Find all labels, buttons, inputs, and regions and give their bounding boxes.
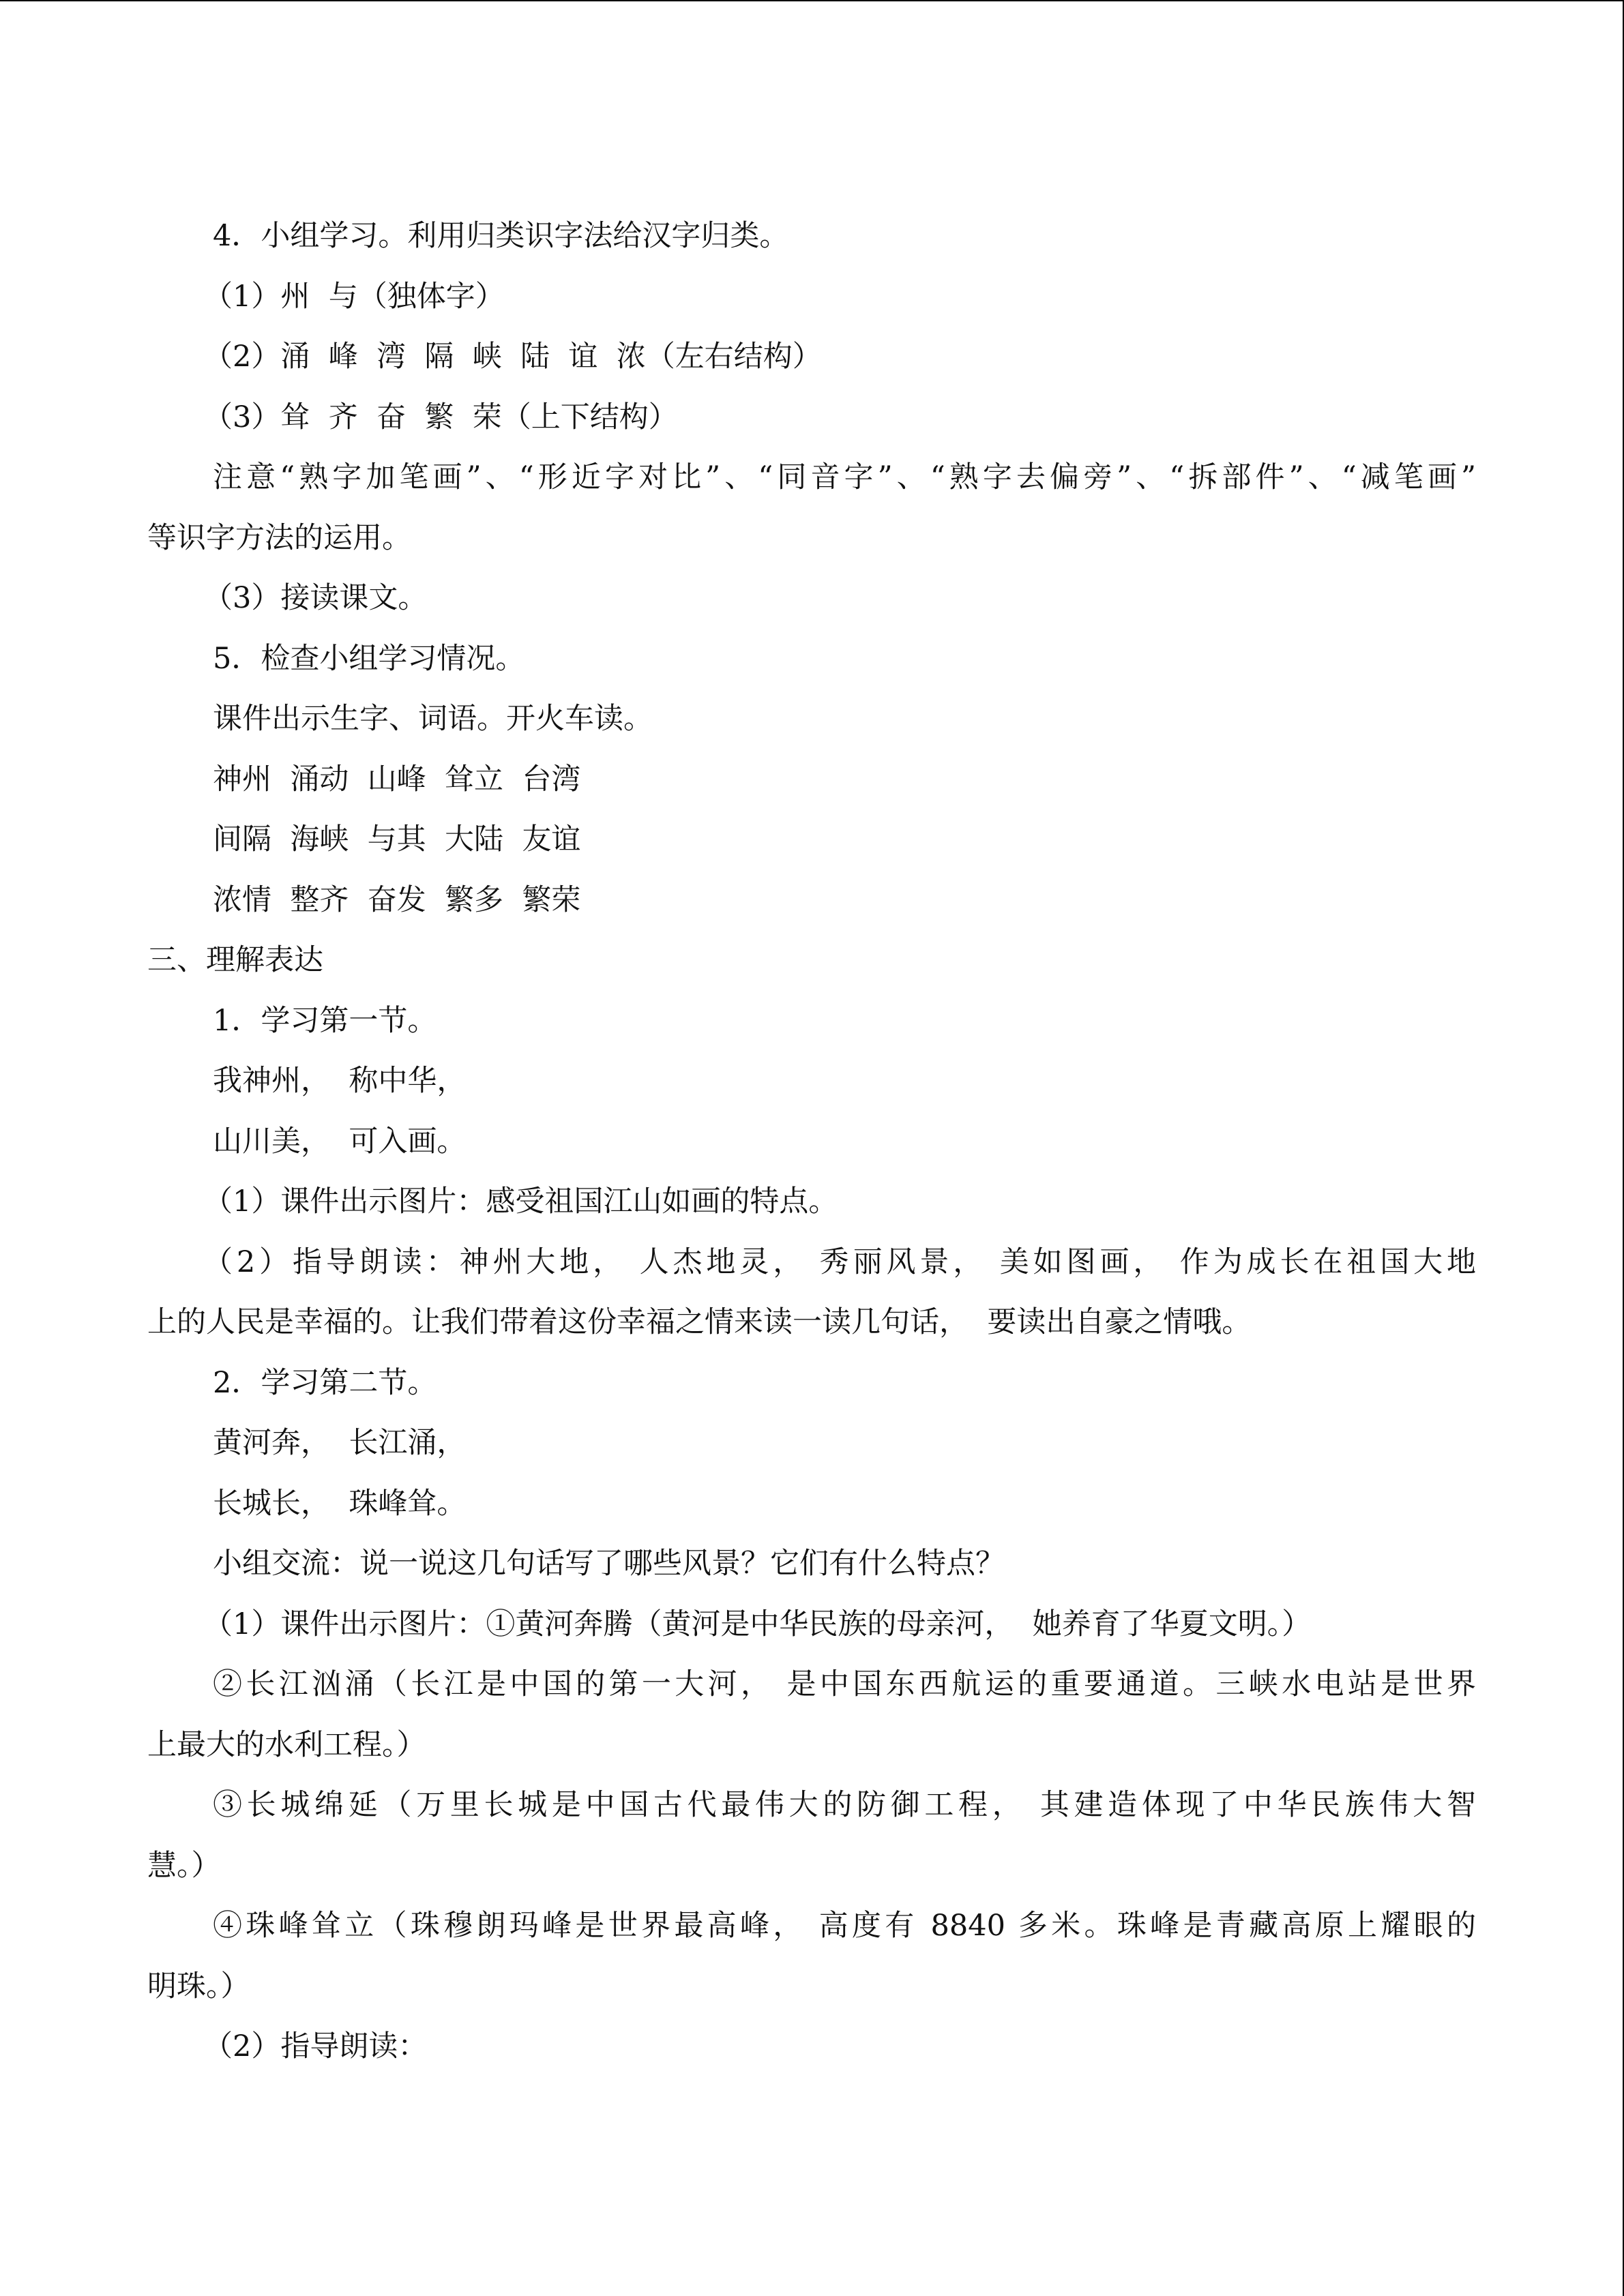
verse-line-3: 黄河奔， 长江涌， bbox=[213, 1426, 467, 1460]
scenery-everest-line-2: 明珠。） bbox=[147, 1969, 250, 2003]
sub-item-show-pictures: （1）课件出示图片：感受祖国江山如画的特点。 bbox=[203, 1184, 838, 1219]
sub-item-reading-guide: （2）指导朗读： bbox=[203, 2029, 428, 2063]
item-4-heading: 4．小组学习。利用归类识字法给汉字归类。 bbox=[213, 219, 789, 253]
group-discussion: 小组交流：说一说这几句话写了哪些风景？它们有什么特点？ bbox=[213, 1547, 1005, 1581]
scenery-yangtze-line-2: 上最大的水利工程。） bbox=[147, 1727, 426, 1762]
note-paragraph-line-2: 等识字方法的运用。 bbox=[147, 520, 411, 555]
scenery-great-wall-line-2: 慧。） bbox=[147, 1848, 221, 1883]
sub-item-3: （3）耸 齐 奋 繁 荣（上下结构） bbox=[203, 400, 678, 434]
word-row-1: 神州 涌动 山峰 耸立 台湾 bbox=[213, 762, 581, 796]
courseware-instruction: 课件出示生字、词语。开火车读。 bbox=[213, 702, 653, 736]
item-2-heading: 2．学习第二节。 bbox=[213, 1365, 437, 1400]
note-paragraph-line-1: 注意“熟字加笔画”、“形近字对比”、“同音字”、“熟字去偏旁”、“拆部件”、“减笔画” bbox=[213, 460, 1476, 494]
word-row-2: 间隔 海峡 与其 大陆 友谊 bbox=[213, 822, 581, 856]
document-body bbox=[147, 206, 1476, 2077]
sub-item-2: （2）涌 峰 湾 隔 峡 陆 谊 浓（左右结构） bbox=[203, 340, 822, 374]
word-row-3: 浓情 整齐 奋发 繁多 繁荣 bbox=[213, 882, 581, 917]
verse-line-1: 我神州， 称中华， bbox=[213, 1064, 467, 1098]
reading-guide-line-2: 上的人民是幸福的。让我们带着这份幸福之情来读一读几句话， 要读出自豪之情哦。 bbox=[147, 1305, 1252, 1339]
item-5-heading: 5．检查小组学习情况。 bbox=[213, 641, 525, 676]
scenery-everest-line-1: ④珠峰耸立（珠穆朗玛峰是世界最高峰， 高度有 8840 多米。珠峰是青藏高原上耀眼的 bbox=[213, 1909, 1476, 1943]
scenery-great-wall-line-1: ③长城绵延（万里长城是中国古代最伟大的防御工程， 其建造体现了中华民族伟大智 bbox=[213, 1788, 1476, 1822]
scenery-yangtze-line-1: ②长江汹涌（长江是中国的第一大河， 是中国东西航运的重要通道。三峡水电站是世界 bbox=[213, 1667, 1476, 1701]
reading-guide-line-1: （2）指导朗读：神州大地， 人杰地灵， 秀丽风景， 美如图画， 作为成长在祖国大地 bbox=[203, 1244, 1476, 1279]
scenery-yellow-river: （1）课件出示图片：①黄河奔腾（黄河是中华民族的母亲河， 她养育了华夏文明。） bbox=[203, 1607, 1312, 1641]
sub-item-read-aloud: （3）接读课文。 bbox=[203, 581, 428, 615]
section-3-heading: 三、理解表达 bbox=[147, 943, 323, 977]
item-1-heading: 1．学习第一节。 bbox=[213, 1003, 437, 1038]
verse-line-4: 长城长， 珠峰耸。 bbox=[213, 1486, 467, 1521]
verse-line-2: 山川美， 可入画。 bbox=[213, 1124, 467, 1159]
sub-item-1: （1）州 与（独体字） bbox=[203, 279, 505, 314]
